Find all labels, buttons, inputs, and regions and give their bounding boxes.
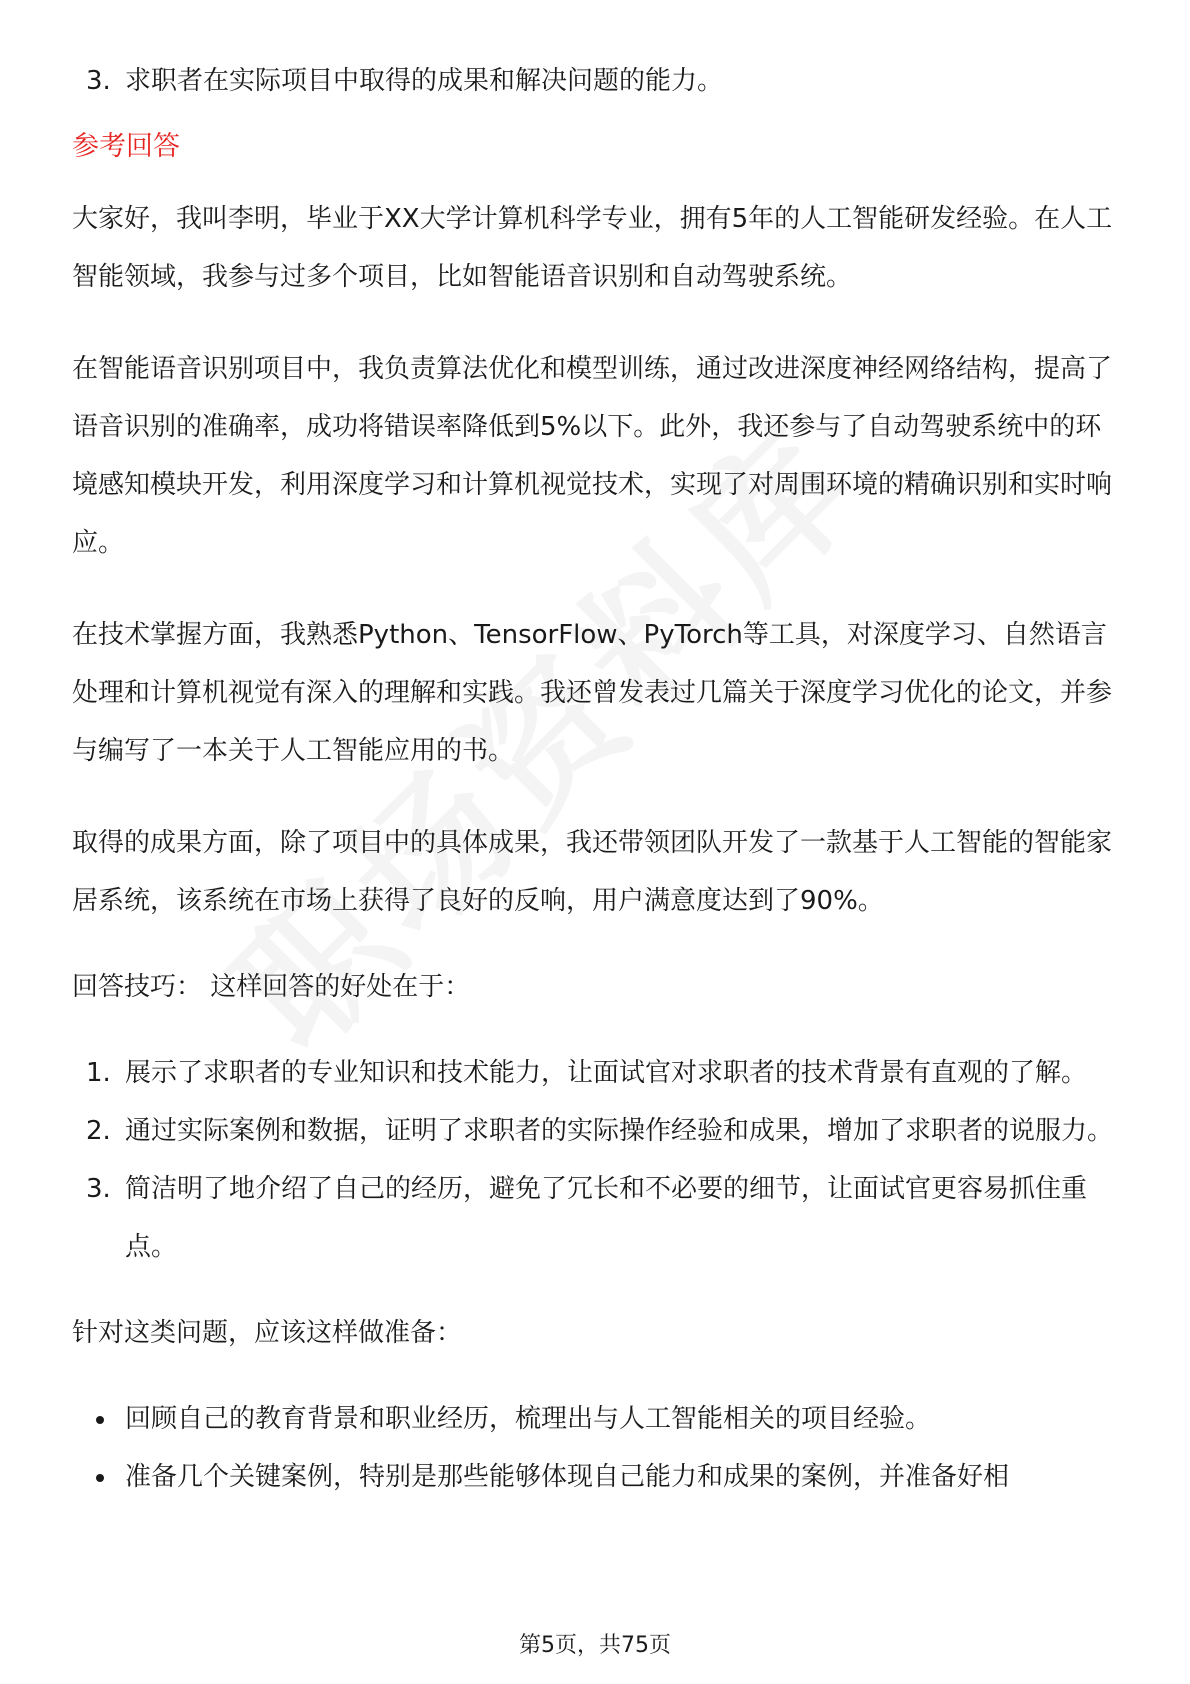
document-body [72, 52, 1118, 1506]
list-text: 展示了求职者的专业知识和技术能力，让面试官对求职者的技术背景有直观的了解。 [125, 1058, 1088, 1088]
tips-list [72, 1044, 1118, 1276]
bullet-icon [96, 1474, 104, 1482]
page-number-footer: 第5页，共75页 [519, 1633, 671, 1658]
paragraph-intro: 大家好，我叫李明，毕业于XX大学计算机科学专业，拥有5年的人工智能研发经验。在人工智能领域，我参与过多个项目，比如智能语音识别和自动驾驶系统。 [72, 204, 1113, 292]
list-text: 回顾自己的教育背景和职业经历，梳理出与人工智能相关的项目经验。 [125, 1404, 932, 1434]
list-number: 3. [86, 1174, 111, 1204]
prep-list [72, 1390, 1118, 1506]
criteria-list [72, 52, 1118, 110]
list-text: 简洁明了地介绍了自己的经历，避免了冗长和不必要的细节，让面试官更容易抓住重点。 [125, 1174, 1088, 1262]
list-item [72, 1102, 1118, 1160]
paragraph-speech-project: 在智能语音识别项目中，我负责算法优化和模型训练，通过改进深度神经网络结构，提高了语音识别的准确率，成功将错误率降低到5%以下。此外，我还参与了自动驾驶系统中的环境感知模块开发，利用深度学习和计算机视觉技术，实现了对周围环境的精确识别和实时响应。 [72, 354, 1113, 558]
list-item [72, 1044, 1118, 1102]
list-number: 2. [86, 1116, 111, 1146]
section-heading: 参考回答 [72, 131, 180, 162]
tips-intro: 回答技巧： 这样回答的好处在于： [72, 972, 471, 1002]
paragraph-achievements: 取得的成果方面，除了项目中的具体成果，我还带领团队开发了一款基于人工智能的智能家居系统，该系统在市场上获得了良好的反响，用户满意度达到了90%。 [72, 828, 1113, 916]
list-text: 通过实际案例和数据，证明了求职者的实际操作经验和成果，增加了求职者的说服力。 [125, 1116, 1114, 1146]
list-number: 3. [86, 66, 111, 96]
prep-intro: 针对这类问题，应该这样做准备： [72, 1318, 463, 1348]
paragraph-tech-skills: 在技术掌握方面，我熟悉Python、TensorFlow、PyTorch等工具，对深度学习、自然语言处理和计算机视觉有深入的理解和实践。我还曾发表过几篇关于深度学习优化的论文，并参与编写了一本关于人工智能应用的书。 [72, 620, 1113, 766]
list-item [72, 1390, 1118, 1448]
list-item [72, 1160, 1118, 1276]
bullet-icon [96, 1416, 104, 1424]
list-number: 1. [86, 1058, 111, 1088]
list-item [72, 52, 1118, 110]
list-item [72, 1448, 1118, 1506]
list-text: 求职者在实际项目中取得的成果和解决问题的能力。 [125, 66, 724, 96]
list-text: 准备几个关键案例，特别是那些能够体现自己能力和成果的案例，并准备好相 [125, 1462, 1010, 1492]
